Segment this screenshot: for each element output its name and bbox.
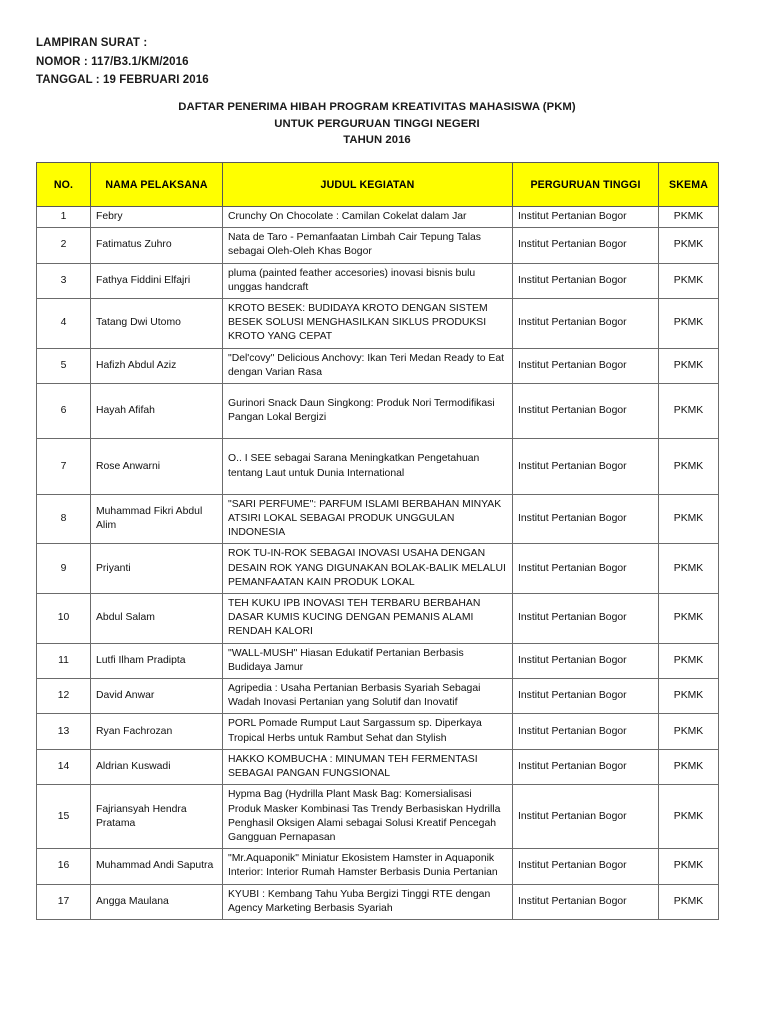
document-title-line3: TAHUN 2016 bbox=[343, 134, 411, 146]
cell-skema: PKMK bbox=[659, 228, 719, 263]
cell-no: 17 bbox=[37, 884, 91, 919]
cell-skema: PKMK bbox=[659, 785, 719, 849]
cell-no: 2 bbox=[37, 228, 91, 263]
table-row bbox=[37, 884, 719, 919]
table-row bbox=[37, 544, 719, 594]
cell-skema: PKMK bbox=[659, 494, 719, 544]
column-header-perguruan-tinggi: PERGURUAN TINGGI bbox=[513, 163, 659, 207]
cell-skema: PKMK bbox=[659, 263, 719, 298]
cell-perguruan-tinggi: Institut Pertanian Bogor bbox=[513, 299, 659, 349]
cell-judul-kegiatan: Agripedia : Usaha Pertanian Berbasis Syariah Sebagai Wadah Inovasi Pertanian yang Solutif dan Inovatif bbox=[223, 679, 513, 714]
letterhead-block bbox=[36, 34, 209, 90]
cell-nama-pelaksana: Priyanti bbox=[91, 544, 223, 594]
table-row bbox=[37, 679, 719, 714]
cell-perguruan-tinggi: Institut Pertanian Bogor bbox=[513, 544, 659, 594]
cell-skema: PKMK bbox=[659, 544, 719, 594]
cell-nama-pelaksana: Hayah Afifah bbox=[91, 384, 223, 439]
cell-judul-kegiatan: KROTO BESEK: BUDIDAYA KROTO DENGAN SISTEM BESEK SOLUSI MENGHASILKAN SIKLUS PRODUKSI KROTO YANG CEPAT bbox=[223, 299, 513, 349]
table-row bbox=[37, 785, 719, 849]
cell-judul-kegiatan: O.. I SEE sebagai Sarana Meningkatkan Pengetahuan tentang Laut untuk Dunia International bbox=[223, 439, 513, 494]
cell-no: 11 bbox=[37, 643, 91, 678]
cell-skema: PKMK bbox=[659, 714, 719, 749]
table-row bbox=[37, 643, 719, 678]
cell-nama-pelaksana: Aldrian Kuswadi bbox=[91, 749, 223, 784]
cell-judul-kegiatan: Crunchy On Chocolate : Camilan Cokelat dalam Jar bbox=[223, 207, 513, 228]
document-title-block bbox=[36, 99, 718, 149]
cell-skema: PKMK bbox=[659, 643, 719, 678]
column-header-no: NO. bbox=[37, 163, 91, 207]
table-row bbox=[37, 439, 719, 494]
cell-perguruan-tinggi: Institut Pertanian Bogor bbox=[513, 643, 659, 678]
cell-no: 14 bbox=[37, 749, 91, 784]
cell-no: 5 bbox=[37, 348, 91, 383]
cell-nama-pelaksana: Febry bbox=[91, 207, 223, 228]
cell-skema: PKMK bbox=[659, 384, 719, 439]
cell-nama-pelaksana: Abdul Salam bbox=[91, 594, 223, 644]
cell-perguruan-tinggi: Institut Pertanian Bogor bbox=[513, 749, 659, 784]
cell-perguruan-tinggi: Institut Pertanian Bogor bbox=[513, 384, 659, 439]
table-row bbox=[37, 494, 719, 544]
cell-perguruan-tinggi: Institut Pertanian Bogor bbox=[513, 679, 659, 714]
column-header-skema: SKEMA bbox=[659, 163, 719, 207]
cell-judul-kegiatan: HAKKO KOMBUCHA : MINUMAN TEH FERMENTASI SEBAGAI PANGAN FUNGSIONAL bbox=[223, 749, 513, 784]
cell-judul-kegiatan: Hypma Bag (Hydrilla Plant Mask Bag: Komersialisasi Produk Masker Kombinasi Tas Trendy Berbasiskan Hydrilla Penghasil Oksigen Alami sebagai Solusi Kreatif Pencegah Gangguan Pernapasan bbox=[223, 785, 513, 849]
table-row bbox=[37, 207, 719, 228]
cell-nama-pelaksana: Fatimatus Zuhro bbox=[91, 228, 223, 263]
cell-perguruan-tinggi: Institut Pertanian Bogor bbox=[513, 207, 659, 228]
cell-skema: PKMK bbox=[659, 679, 719, 714]
cell-judul-kegiatan: PORL Pomade Rumput Laut Sargassum sp. Diperkaya Tropical Herbs untuk Rambut Sehat dan Stylish bbox=[223, 714, 513, 749]
cell-nama-pelaksana: Rose Anwarni bbox=[91, 439, 223, 494]
cell-skema: PKMK bbox=[659, 439, 719, 494]
cell-no: 1 bbox=[37, 207, 91, 228]
cell-perguruan-tinggi: Institut Pertanian Bogor bbox=[513, 884, 659, 919]
document-title-line2: UNTUK PERGURUAN TINGGI NEGERI bbox=[274, 117, 480, 130]
cell-judul-kegiatan: "WALL-MUSH" Hiasan Edukatif Pertanian Berbasis Budidaya Jamur bbox=[223, 643, 513, 678]
letterhead-tanggal: TANGGAL : 19 FEBRUARI 2016 bbox=[36, 74, 209, 86]
recipients-table bbox=[36, 162, 719, 920]
cell-judul-kegiatan: "Del'covy" Delicious Anchovy: Ikan Teri Medan Ready to Eat dengan Varian Rasa bbox=[223, 348, 513, 383]
document-title-line1: DAFTAR PENERIMA HIBAH PROGRAM KREATIVITAS MAHASISWA (PKM) bbox=[178, 101, 576, 113]
cell-skema: PKMK bbox=[659, 207, 719, 228]
table-row bbox=[37, 348, 719, 383]
cell-nama-pelaksana: Muhammad Andi Saputra bbox=[91, 849, 223, 884]
cell-perguruan-tinggi: Institut Pertanian Bogor bbox=[513, 348, 659, 383]
cell-no: 15 bbox=[37, 785, 91, 849]
table-row bbox=[37, 299, 719, 349]
table-row bbox=[37, 384, 719, 439]
cell-nama-pelaksana: David Anwar bbox=[91, 679, 223, 714]
cell-nama-pelaksana: Ryan Fachrozan bbox=[91, 714, 223, 749]
table-row bbox=[37, 228, 719, 263]
cell-nama-pelaksana: Tatang Dwi Utomo bbox=[91, 299, 223, 349]
cell-perguruan-tinggi: Institut Pertanian Bogor bbox=[513, 785, 659, 849]
cell-perguruan-tinggi: Institut Pertanian Bogor bbox=[513, 494, 659, 544]
table-row bbox=[37, 849, 719, 884]
cell-skema: PKMK bbox=[659, 594, 719, 644]
cell-no: 3 bbox=[37, 263, 91, 298]
recipients-table-container bbox=[36, 162, 718, 920]
table-row bbox=[37, 749, 719, 784]
cell-no: 4 bbox=[37, 299, 91, 349]
table-row bbox=[37, 594, 719, 644]
cell-skema: PKMK bbox=[659, 749, 719, 784]
cell-no: 8 bbox=[37, 494, 91, 544]
cell-no: 13 bbox=[37, 714, 91, 749]
table-row bbox=[37, 714, 719, 749]
cell-perguruan-tinggi: Institut Pertanian Bogor bbox=[513, 594, 659, 644]
letterhead-lampiran: LAMPIRAN SURAT : bbox=[36, 37, 148, 49]
cell-skema: PKMK bbox=[659, 348, 719, 383]
cell-no: 10 bbox=[37, 594, 91, 644]
cell-no: 6 bbox=[37, 384, 91, 439]
cell-no: 7 bbox=[37, 439, 91, 494]
table-header-row bbox=[37, 163, 719, 207]
cell-judul-kegiatan: pluma (painted feather accesories) inovasi bisnis bulu unggas handcraft bbox=[223, 263, 513, 298]
cell-judul-kegiatan: "Mr.Aquaponik" Miniatur Ekosistem Hamster in Aquaponik Interior: Interior Rumah Hamster Berbasis Dunia Pertanian bbox=[223, 849, 513, 884]
cell-no: 16 bbox=[37, 849, 91, 884]
table-header bbox=[37, 163, 719, 207]
cell-perguruan-tinggi: Institut Pertanian Bogor bbox=[513, 714, 659, 749]
table-body bbox=[37, 207, 719, 920]
cell-judul-kegiatan: Nata de Taro - Pemanfaatan Limbah Cair Tepung Talas sebagai Oleh-Oleh Khas Bogor bbox=[223, 228, 513, 263]
cell-nama-pelaksana: Fajriansyah Hendra Pratama bbox=[91, 785, 223, 849]
cell-judul-kegiatan: KYUBI : Kembang Tahu Yuba Bergizi Tinggi RTE dengan Agency Marketing Berbasis Syariah bbox=[223, 884, 513, 919]
letterhead-nomor: NOMOR : 117/B3.1/KM/2016 bbox=[36, 55, 189, 68]
cell-nama-pelaksana: Angga Maulana bbox=[91, 884, 223, 919]
cell-judul-kegiatan: ROK TU-IN-ROK SEBAGAI INOVASI USAHA DENGAN DESAIN ROK YANG DIGUNAKAN BOLAK-BALIK MELALUI PEMANFAATAN KAIN PRODUK LOKAL bbox=[223, 544, 513, 594]
cell-nama-pelaksana: Fathya Fiddini Elfajri bbox=[91, 263, 223, 298]
cell-perguruan-tinggi: Institut Pertanian Bogor bbox=[513, 439, 659, 494]
cell-no: 9 bbox=[37, 544, 91, 594]
cell-nama-pelaksana: Hafizh Abdul Aziz bbox=[91, 348, 223, 383]
cell-skema: PKMK bbox=[659, 299, 719, 349]
cell-judul-kegiatan: Gurinori Snack Daun Singkong: Produk Nori Termodifikasi Pangan Lokal Bergizi bbox=[223, 384, 513, 439]
cell-nama-pelaksana: Muhammad Fikri Abdul Alim bbox=[91, 494, 223, 544]
column-header-judul-kegiatan: JUDUL KEGIATAN bbox=[223, 163, 513, 207]
cell-skema: PKMK bbox=[659, 849, 719, 884]
cell-perguruan-tinggi: Institut Pertanian Bogor bbox=[513, 849, 659, 884]
cell-perguruan-tinggi: Institut Pertanian Bogor bbox=[513, 263, 659, 298]
cell-judul-kegiatan: "SARI PERFUME": PARFUM ISLAMI BERBAHAN MINYAK ATSIRI LOKAL SEBAGAI PRODUK UNGGULAN INDONESIA bbox=[223, 494, 513, 544]
cell-judul-kegiatan: TEH KUKU IPB INOVASI TEH TERBARU BERBAHAN DASAR KUMIS KUCING DENGAN PEMANIS ALAMI RENDAH KALORI bbox=[223, 594, 513, 644]
cell-nama-pelaksana: Lutfi Ilham Pradipta bbox=[91, 643, 223, 678]
cell-no: 12 bbox=[37, 679, 91, 714]
cell-perguruan-tinggi: Institut Pertanian Bogor bbox=[513, 228, 659, 263]
cell-skema: PKMK bbox=[659, 884, 719, 919]
column-header-nama-pelaksana: NAMA PELAKSANA bbox=[91, 163, 223, 207]
table-row bbox=[37, 263, 719, 298]
